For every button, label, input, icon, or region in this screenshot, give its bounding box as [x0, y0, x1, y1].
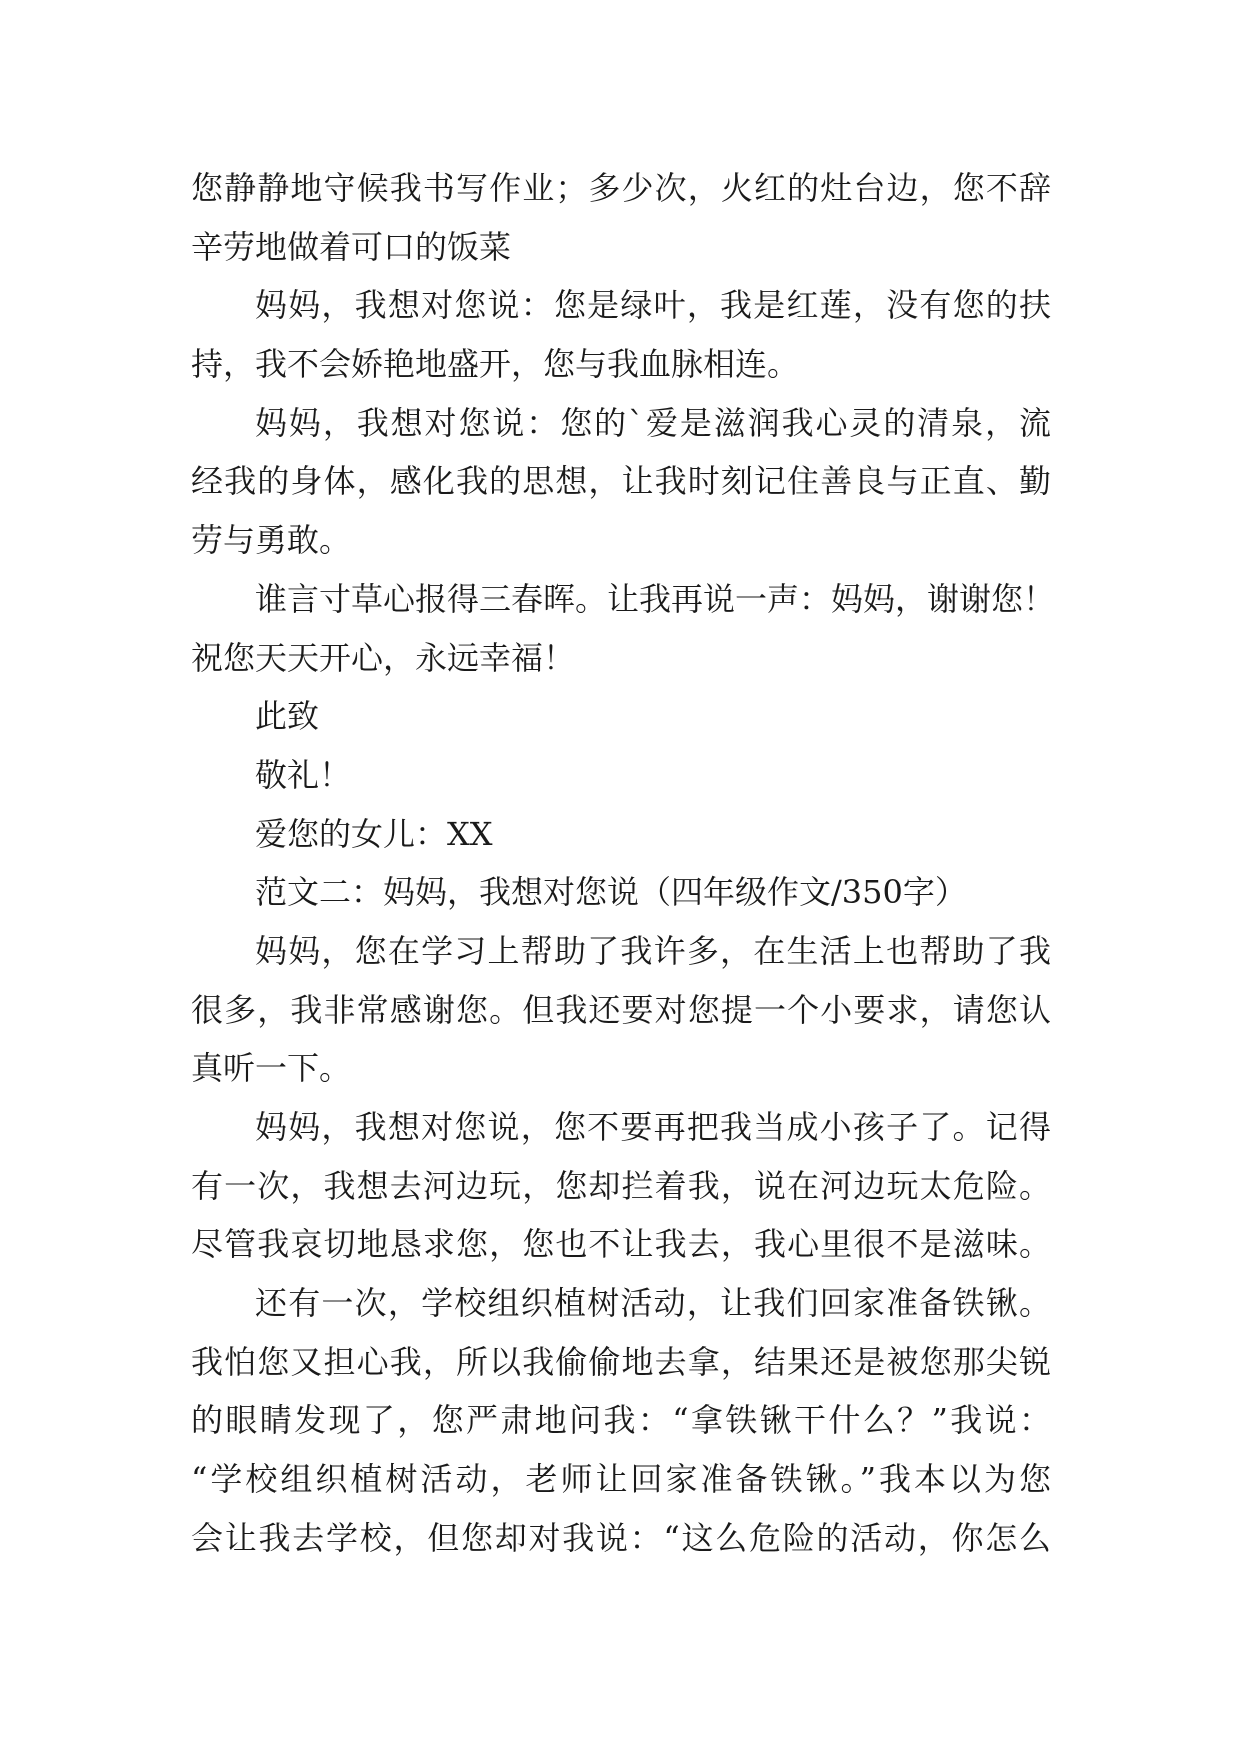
text-line: 我怕您又担心我，所以我偷偷地去拿，结果还是被您那尖锐 [191, 1342, 1051, 1381]
text-line: 经我的身体，感化我的思想，让我时刻记住善良与正直、勤 [191, 462, 1051, 501]
text-line: 有一次，我想去河边玩，您却拦着我，说在河边玩太危险。 [191, 1166, 1051, 1205]
text-line: 真听一下。 [191, 1049, 352, 1088]
text-line: 祝您天天开心，永远幸福！ [191, 638, 576, 677]
text-line: 爱您的女儿：XX [255, 814, 493, 853]
text-line: 妈妈，我想对您说：您是绿叶，我是红莲，没有您的扶 [255, 286, 1051, 325]
text-line: 很多，我非常感谢您。但我还要对您提一个小要求，请您认 [191, 990, 1051, 1029]
text-line: 尽管我哀切地恳求您，您也不让我去，我心里很不是滋味。 [191, 1225, 1051, 1264]
document-body [191, 159, 1056, 1568]
text-line: 辛劳地做着可口的饭菜 [191, 227, 512, 266]
text-line: 持，我不会娇艳地盛开，您与我血脉相连。 [191, 345, 800, 384]
text-line: 劳与勇敢。 [191, 521, 352, 560]
text-line: 还有一次，学校组织植树活动，让我们回家准备铁锹。 [255, 1284, 1051, 1323]
text-line: 此致 [255, 697, 320, 736]
text-line: 妈妈，我想对您说：您的`爱是滋润我心灵的清泉，流 [255, 403, 1051, 442]
text-line: 妈妈，我想对您说，您不要再把我当成小孩子了。记得 [255, 1108, 1051, 1146]
text-line: 您静静地守候我书写作业；多少次，火红的灶台边，您不辞 [191, 169, 1051, 207]
text-line: 谁言寸草心报得三春晖。让我再说一声：妈妈，谢谢您！ [255, 579, 1056, 618]
text-line: 的眼睛发现了，您严肃地问我：“拿铁锹干什么？”我说： [191, 1401, 1051, 1440]
text-line: 妈妈，您在学习上帮助了我许多，在生活上也帮助了我 [255, 931, 1051, 970]
text-line: “学校组织植树活动，老师让回家准备铁锹。”我本以为您 [191, 1460, 1051, 1499]
text-line: 敬礼！ [255, 755, 352, 794]
text-line: 会让我去学校，但您却对我说：“这么危险的活动，你怎么 [191, 1518, 1051, 1557]
text-line: 范文二：妈妈，我想对您说（四年级作文/350字） [255, 873, 967, 912]
